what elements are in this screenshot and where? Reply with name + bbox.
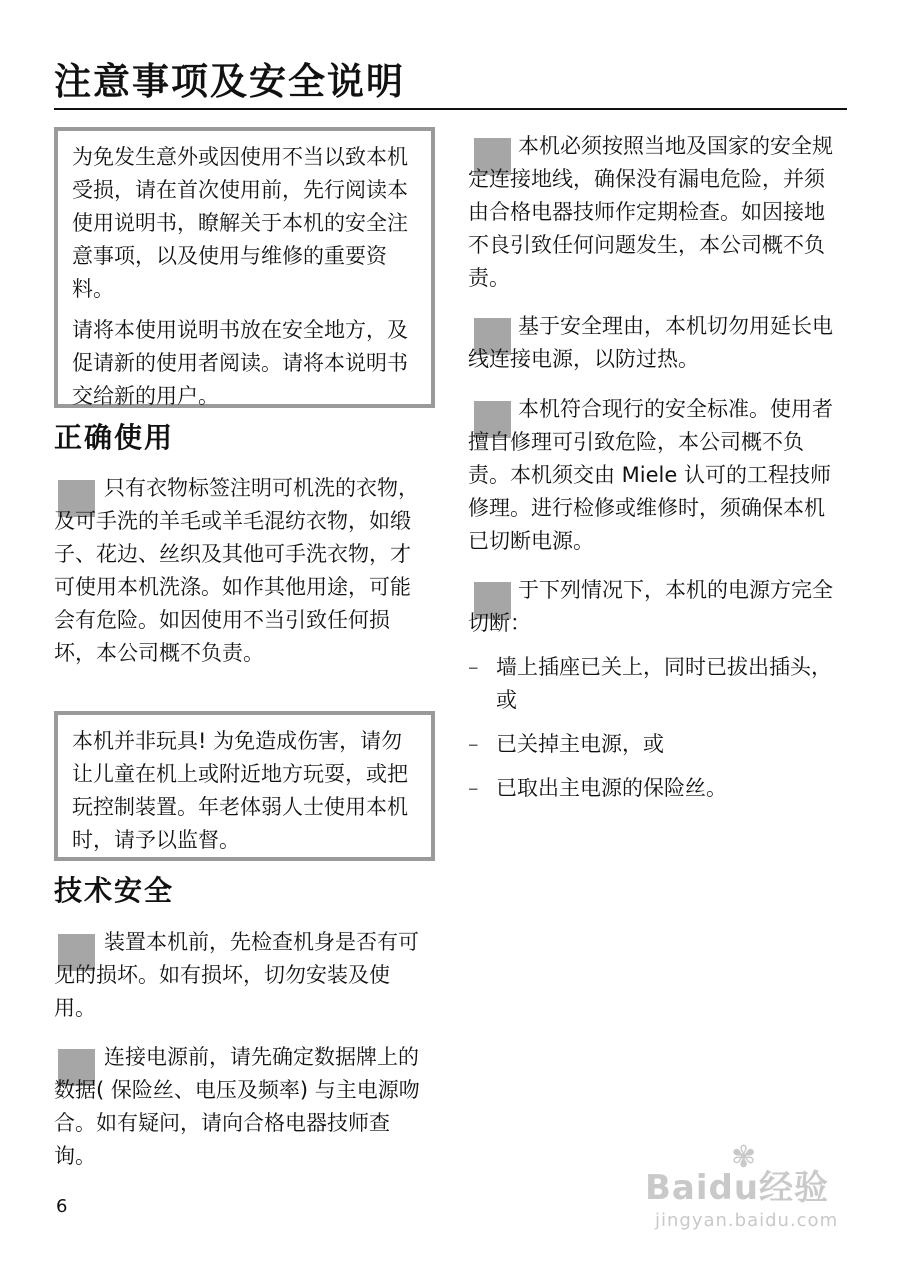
right-bullet-extension-cord: 基于安全理由，本机切勿用延长电线连接电源，以防过热。 xyxy=(468,314,833,371)
dash-item-3 xyxy=(468,772,846,805)
watermark-logo: Baidu经验 xyxy=(645,1168,830,1208)
child-safety-box xyxy=(54,711,435,861)
dash-marker: – xyxy=(468,655,479,679)
dash-marker: – xyxy=(468,776,479,800)
dash-item-text: 已关掉主电源，或 xyxy=(496,732,664,756)
paw-icon: ✾ xyxy=(731,1140,757,1175)
section-title-technical-safety: 技术安全 xyxy=(54,874,175,907)
page-number: 6 xyxy=(56,1196,68,1217)
right-bullet-repair: 本机符合现行的安全标准。使用者擅自修理可引致危险，本公司概不负责。本机须交由 Miele 认可的工程技师修理。进行检修或维修时，须确保本机已切断电源。 xyxy=(468,397,833,553)
page-title: 注意事项及安全说明 xyxy=(54,60,405,103)
section-title-correct-use: 正确使用 xyxy=(54,421,175,454)
technical-bullet-2: 连接电源前，请先确定数据牌上的数据( 保险丝、电压及频率) 与主电源吻合。如有疑问，请向合格电器技师查询。 xyxy=(54,1045,420,1168)
intro-paragraph-1: 为免发生意外或因使用不当以致本机受损，请在首次使用前，先行阅读本使用说明书，瞭解关于本机的安全注意事项，以及使用与维修的重要资料。 xyxy=(72,145,408,301)
dash-item-text: 已取出主电源的保险丝。 xyxy=(496,776,727,800)
intro-notice-box xyxy=(54,127,435,408)
dash-item-2 xyxy=(468,728,846,761)
intro-paragraph-2: 请将本使用说明书放在安全地方，及促请新的使用者阅读。请将本说明书交给新的用户。 xyxy=(72,318,408,408)
dash-item-text: 墙上插座已关上，同时已拔出插头，或 xyxy=(496,655,832,712)
correct-use-bullet-1: 只有衣物标签注明可机洗的衣物，及可手洗的羊毛或羊毛混纺衣物，如缎子、花边、丝织及其他可手洗衣物，才可使用本机洗涤。如作其他用途，可能会有危险。如因使用不当引致任何损坏，本公司概不负责。 xyxy=(54,476,419,665)
child-safety-text: 本机并非玩具! 为免造成伤害，请勿让儿童在机上或附近地方玩耍，或把玩控制装置。年老体弱人士使用本机时，请予以监督。 xyxy=(72,729,408,852)
baidu-watermark xyxy=(645,1140,855,1240)
watermark-url: jingyan.baidu.com xyxy=(655,1210,839,1231)
right-bullet-grounding: 本机必须按照当地及国家的安全规定连接地线，确保没有漏电危险，并须由合格电器技师作定期检查。如因接地不良引致任何问题发生，本公司概不负责。 xyxy=(468,134,833,290)
dash-marker: – xyxy=(468,732,479,756)
right-bullet-power-off: 于下列情况下，本机的电源方完全切断： xyxy=(468,578,833,635)
dash-item-1 xyxy=(468,651,846,717)
title-divider xyxy=(54,108,847,110)
technical-bullet-1: 装置本机前，先检查机身是否有可见的损坏。如有损坏，切勿安装及使用。 xyxy=(54,930,419,1020)
